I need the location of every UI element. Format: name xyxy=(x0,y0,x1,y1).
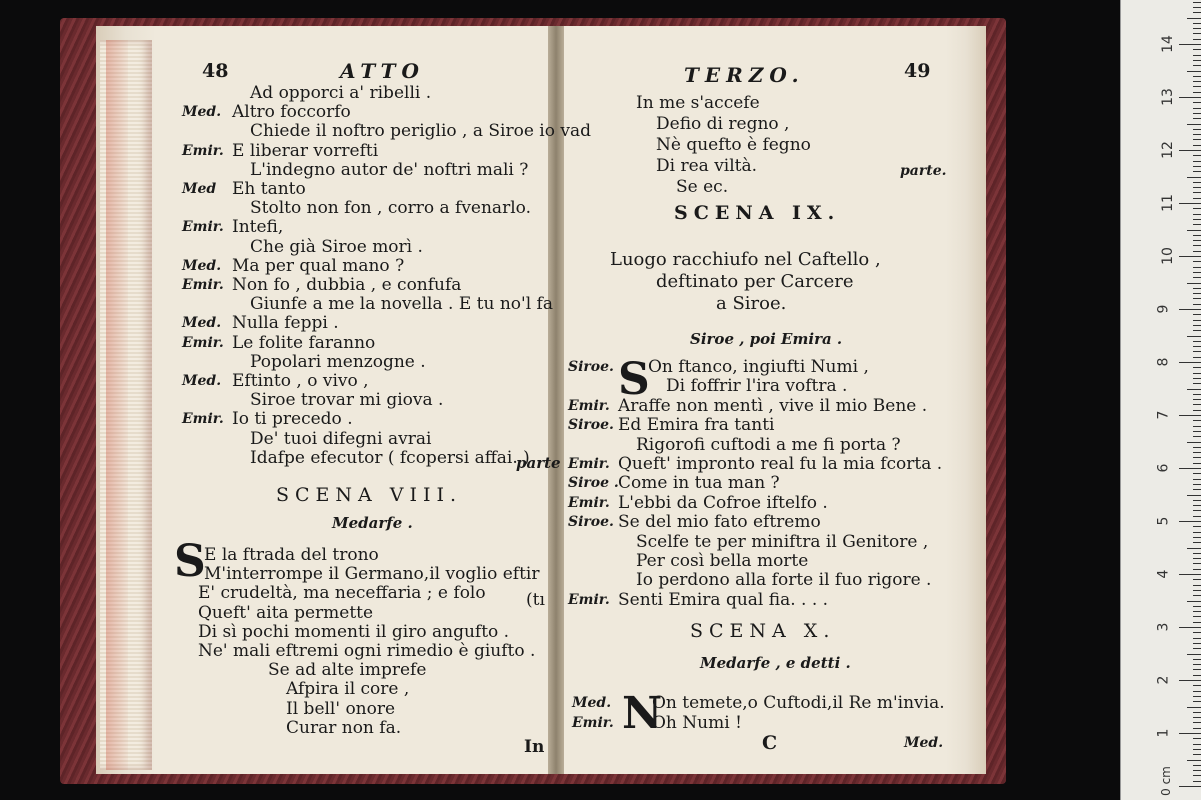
ruler-tick xyxy=(1193,240,1201,241)
line-text: Di foffrir l'ira voftra . xyxy=(666,376,848,397)
ruler-tick xyxy=(1193,367,1201,368)
line-text: Che già Siroe morì . xyxy=(250,236,423,257)
ruler-tick xyxy=(1193,81,1201,82)
left-page xyxy=(154,58,592,770)
ruler-unit: 0 cm xyxy=(1158,766,1173,796)
ruler-tick xyxy=(1193,691,1201,692)
ruler-tick xyxy=(1193,171,1201,172)
ruler-tick xyxy=(1193,410,1201,411)
ruler-tick xyxy=(1193,712,1201,713)
ruler-tick xyxy=(1193,198,1201,199)
ruler-tick xyxy=(1187,495,1201,496)
line-text: Oh Numi ! xyxy=(652,713,742,733)
ruler-tick xyxy=(1179,97,1201,98)
ruler-tick xyxy=(1193,632,1201,633)
line-text: Eh tanto xyxy=(232,179,306,199)
ruler-tick xyxy=(1193,129,1201,130)
ruler-tick xyxy=(1193,500,1201,501)
ruler-tick xyxy=(1193,447,1201,448)
ruler-tick xyxy=(1193,744,1201,745)
ruler-tick xyxy=(1187,760,1201,761)
ruler-tick xyxy=(1193,113,1201,114)
ruler-tick xyxy=(1187,124,1201,125)
line-text: Senti Emira qual fia. . . . xyxy=(618,589,829,610)
ruler-tick xyxy=(1193,532,1201,533)
ruler-tick xyxy=(1193,436,1201,437)
ruler-tick xyxy=(1193,76,1201,77)
line-text: Io ti precedo . xyxy=(232,409,353,430)
line-text: Non fo , dubbia , e confufa xyxy=(232,275,462,295)
speaker-label: Emir. xyxy=(568,494,610,511)
ruler-tick xyxy=(1193,2,1201,3)
ruler-tick xyxy=(1179,680,1201,681)
text-line: Di sì pochi momenti il giro angufto . xyxy=(198,621,510,642)
line-text: Chiede il noftro periglio , a Siroe io vad xyxy=(250,121,592,142)
speaker-label: Emir. xyxy=(182,334,224,351)
ruler-tick xyxy=(1193,161,1201,162)
ruler-tick xyxy=(1187,18,1201,19)
ruler-tick xyxy=(1193,155,1201,156)
ruler-tick xyxy=(1193,728,1201,729)
ruler-tick xyxy=(1193,214,1201,215)
ruler-tick xyxy=(1179,362,1201,363)
ruler-tick xyxy=(1193,585,1201,586)
ruler-tick xyxy=(1187,654,1201,655)
exit-mark: parte xyxy=(516,454,561,472)
ruler-tick xyxy=(1187,71,1201,72)
line-text: Ad opporci a' ribelli . xyxy=(250,83,432,103)
drop-cap: N xyxy=(622,688,663,739)
ruler-tick xyxy=(1193,118,1201,119)
line-text: E liberar vorrefti xyxy=(232,140,379,161)
drop-cap: S xyxy=(174,536,206,587)
line-text: Le folite faranno xyxy=(232,332,376,353)
signature-mark: C xyxy=(762,732,778,754)
line-text: Queft' impronto real fu la mia fcorta . xyxy=(618,454,943,474)
ruler-tick xyxy=(1193,675,1201,676)
speaker-label: Siroe . xyxy=(568,475,619,492)
ruler-tick xyxy=(1179,150,1201,151)
line-text: Come in tua man ? xyxy=(618,473,780,494)
ruler-tick xyxy=(1193,722,1201,723)
line-text: Stolto non fon , corro a fvenarlo. xyxy=(250,198,531,219)
setting-line: deftinato per Carcere xyxy=(656,271,854,292)
ruler-tick xyxy=(1193,404,1201,405)
text-line: M'interrompe il Germano,il voglio eftir xyxy=(204,564,540,585)
ruler-tick xyxy=(1193,595,1201,596)
ruler-tick xyxy=(1193,553,1201,554)
ruler-tick xyxy=(1179,733,1201,734)
ruler-tick xyxy=(1193,622,1201,623)
ruler-tick xyxy=(1187,442,1201,443)
ruler-tick xyxy=(1193,378,1201,379)
scene-characters: Medarfe . xyxy=(332,514,413,532)
text-line: Ne' mali eftremi ogni rimedio è giufto . xyxy=(198,641,536,661)
line-text: On ftanco, ingiufti Numi , xyxy=(648,357,869,377)
ruler-tick xyxy=(1179,786,1201,787)
ruler-tick xyxy=(1193,341,1201,342)
line-text: Se del mio fato eftremo xyxy=(618,512,821,533)
ruler-tick xyxy=(1179,627,1201,628)
ruler-tick xyxy=(1193,537,1201,538)
line-text: Rigorofi cuftodi a me fi porta ? xyxy=(636,434,901,455)
ruler-tick xyxy=(1193,579,1201,580)
measurement-ruler xyxy=(1120,0,1201,800)
ruler-tick xyxy=(1193,489,1201,490)
ruler-tick xyxy=(1179,203,1201,204)
ruler-tick xyxy=(1193,643,1201,644)
catchword: In xyxy=(524,737,545,757)
ruler-tick xyxy=(1193,330,1201,331)
text-line: Se ad alte imprefe xyxy=(268,660,427,681)
ruler-tick xyxy=(1193,208,1201,209)
ruler-tick xyxy=(1193,320,1201,321)
ruler-tick xyxy=(1193,245,1201,246)
line-text: Ed Emira fra tanti xyxy=(618,415,775,436)
ruler-tick xyxy=(1179,309,1201,310)
ruler-tick xyxy=(1193,357,1201,358)
line-text: De' tuoi difegni avrai xyxy=(250,428,432,449)
speaker-label: Med. xyxy=(182,104,222,121)
line-text: Nulla feppi . xyxy=(232,313,339,334)
line-text: L'indegno autor de' noftri mali ? xyxy=(250,159,529,180)
ruler-number: 9 xyxy=(1155,304,1172,314)
setting-line: Luogo racchiufo nel Caftello , xyxy=(610,249,881,270)
scene-characters: Medarfe , e detti . xyxy=(700,654,851,672)
page-number: 48 xyxy=(202,60,229,82)
line-text: Siroe trovar mi giova . xyxy=(250,390,444,411)
ruler-tick xyxy=(1193,749,1201,750)
ruler-tick xyxy=(1193,304,1201,305)
ruler-tick xyxy=(1179,468,1201,469)
ruler-tick xyxy=(1193,182,1201,183)
ruler-tick xyxy=(1187,230,1201,231)
speaker-label: Emir. xyxy=(182,142,224,159)
ruler-tick xyxy=(1193,261,1201,262)
right-page xyxy=(566,58,970,770)
speaker-label: Siroe. xyxy=(568,514,614,531)
ruler-tick xyxy=(1193,738,1201,739)
speaker-label: Emir. xyxy=(182,277,224,293)
ruler-tick xyxy=(1193,187,1201,188)
ruler-tick xyxy=(1193,606,1201,607)
ruler-tick xyxy=(1193,251,1201,252)
ruler-tick xyxy=(1193,457,1201,458)
ruler-number: 13 xyxy=(1159,88,1176,106)
line-text: Idafpe efecutor ( fcopersi affai. ) xyxy=(250,447,530,468)
ruler-number: 5 xyxy=(1155,516,1172,526)
ruler-tick xyxy=(1193,463,1201,464)
ruler-tick xyxy=(1193,484,1201,485)
ruler-tick xyxy=(1193,431,1201,432)
ruler-tick xyxy=(1193,542,1201,543)
speaker-label: Siroe. xyxy=(568,359,614,375)
ruler-tick xyxy=(1193,134,1201,135)
ruler-tick xyxy=(1187,177,1201,178)
ruler-tick xyxy=(1193,23,1201,24)
line-text: Intefi, xyxy=(232,217,284,238)
ruler-tick xyxy=(1193,267,1201,268)
ruler-tick xyxy=(1193,102,1201,103)
ruler-tick xyxy=(1193,696,1201,697)
ruler-tick xyxy=(1193,346,1201,347)
ruler-tick xyxy=(1193,33,1201,34)
text-line: E la ftrada del trono xyxy=(204,545,379,565)
ruler-tick xyxy=(1193,288,1201,289)
ruler-tick xyxy=(1193,659,1201,660)
ruler-tick xyxy=(1193,765,1201,766)
ruler-tick xyxy=(1193,298,1201,299)
ruler-number: 3 xyxy=(1155,622,1172,632)
speaker-label: Emir. xyxy=(568,456,610,472)
line-text: Per così bella morte xyxy=(636,551,809,571)
ruler-tick xyxy=(1193,420,1201,421)
ruler-tick xyxy=(1193,473,1201,474)
text-line: Il bell' onore xyxy=(286,698,396,719)
line-text: Io perdono alla forte il fuo rigore . xyxy=(636,570,932,591)
catchword: Med. xyxy=(904,735,944,751)
ruler-tick xyxy=(1193,49,1201,50)
ruler-tick xyxy=(1193,192,1201,193)
line-text: Giunfe a me la novella . E tu no'l fa xyxy=(250,294,553,315)
ruler-tick xyxy=(1193,108,1201,109)
setting-line: a Siroe. xyxy=(716,293,787,314)
ruler-tick xyxy=(1187,707,1201,708)
line-text: Ma per qual mano ? xyxy=(232,255,405,276)
ruler-tick xyxy=(1193,638,1201,639)
ruler-number: 14 xyxy=(1159,35,1176,53)
ruler-tick xyxy=(1193,325,1201,326)
ruler-tick xyxy=(1179,415,1201,416)
ruler-tick xyxy=(1179,574,1201,575)
ruler-tick xyxy=(1193,39,1201,40)
text-line: Defio di regno , xyxy=(656,114,790,134)
ruler-tick xyxy=(1193,717,1201,718)
line-text: L'ebbi da Cofroe iftelfo . xyxy=(618,492,828,513)
drop-cap: S xyxy=(618,354,650,405)
ruler-tick xyxy=(1193,426,1201,427)
ruler-number: 4 xyxy=(1155,569,1172,579)
text-line: E' crudeltà, ma neceffaria ; e folo xyxy=(198,583,486,604)
ruler-tick xyxy=(1193,235,1201,236)
ruler-tick xyxy=(1193,293,1201,294)
scene-title: SCENA VIII. xyxy=(276,484,463,506)
ruler-tick xyxy=(1193,383,1201,384)
ruler-tick xyxy=(1193,351,1201,352)
ruler-tick xyxy=(1179,44,1201,45)
ruler-tick xyxy=(1193,611,1201,612)
ruler-tick xyxy=(1193,7,1201,8)
text-line: Afpira il core , xyxy=(286,679,410,700)
ruler-tick xyxy=(1193,479,1201,480)
line-text: Eftinto , o vivo , xyxy=(232,371,369,391)
page-edges xyxy=(100,40,152,770)
ruler-tick xyxy=(1193,754,1201,755)
ruler-tick xyxy=(1193,558,1201,559)
scene-title: SCENA IX. xyxy=(674,202,841,224)
ruler-tick xyxy=(1193,775,1201,776)
ruler-number: 6 xyxy=(1155,463,1172,473)
ruler-tick xyxy=(1193,145,1201,146)
scene-title: SCENA X. xyxy=(690,620,836,642)
text-line: Queft' aita permette xyxy=(198,602,374,623)
ruler-tick xyxy=(1193,685,1201,686)
ruler-tick xyxy=(1193,314,1201,315)
ruler-tick xyxy=(1193,648,1201,649)
ruler-tick xyxy=(1193,510,1201,511)
ruler-tick xyxy=(1193,28,1201,29)
speaker-label: Med xyxy=(182,181,217,197)
ruler-tick xyxy=(1193,516,1201,517)
ruler-tick xyxy=(1193,86,1201,87)
ruler-number: 1 xyxy=(1155,728,1172,738)
ruler-tick xyxy=(1193,563,1201,564)
speaker-label: Emir. xyxy=(568,591,610,608)
ruler-tick xyxy=(1193,505,1201,506)
speaker-label: Med. xyxy=(182,257,222,274)
ruler-tick xyxy=(1179,521,1201,522)
ruler-tick xyxy=(1187,283,1201,284)
ruler-number: 10 xyxy=(1159,247,1176,265)
speaker-label: Emir. xyxy=(182,219,224,236)
ruler-tick xyxy=(1193,669,1201,670)
text-line: Curar non fa. xyxy=(286,717,402,738)
ruler-tick xyxy=(1193,166,1201,167)
ruler-tick xyxy=(1179,256,1201,257)
text-line: Di rea viltà. xyxy=(656,156,758,176)
running-head: ATTO xyxy=(340,59,425,83)
line-text: Altro foccorfo xyxy=(232,102,351,123)
speaker-label: Med. xyxy=(182,373,222,389)
ruler-tick xyxy=(1187,548,1201,549)
page-number: 49 xyxy=(904,60,931,82)
ruler-tick xyxy=(1193,616,1201,617)
ruler-tick xyxy=(1193,55,1201,56)
line-text: Araffe non mentì , vive il mio Bene . xyxy=(618,395,928,416)
ruler-tick xyxy=(1193,664,1201,665)
speaker-label: Siroe. xyxy=(568,417,614,434)
speaker-label: Med. xyxy=(572,695,612,711)
ruler-tick xyxy=(1193,394,1201,395)
ruler-tick xyxy=(1193,12,1201,13)
ruler-tick xyxy=(1193,272,1201,273)
ruler-number: 8 xyxy=(1155,357,1172,367)
ruler-tick xyxy=(1193,224,1201,225)
ruler-tick xyxy=(1193,590,1201,591)
ruler-tick xyxy=(1187,601,1201,602)
ruler-tick xyxy=(1187,336,1201,337)
ruler-tick xyxy=(1193,219,1201,220)
ruler-tick xyxy=(1193,399,1201,400)
ruler-tick xyxy=(1193,92,1201,93)
line-text: Scelfe te per miniftra il Genitore , xyxy=(636,531,929,552)
ruler-tick xyxy=(1193,373,1201,374)
ruler-number: 11 xyxy=(1159,194,1176,212)
ruler-number: 12 xyxy=(1159,141,1176,159)
speaker-label: Emir. xyxy=(572,715,614,731)
text-line: Se ec. xyxy=(676,177,729,197)
ruler-tick xyxy=(1193,701,1201,702)
running-head: TERZO. xyxy=(684,63,805,87)
speaker-label: Med. xyxy=(182,315,222,332)
ruler-tick xyxy=(1193,781,1201,782)
ruler-number: 2 xyxy=(1155,675,1172,685)
ruler-tick xyxy=(1187,389,1201,390)
ruler-tick xyxy=(1193,65,1201,66)
scene-characters: Siroe , poi Emira . xyxy=(690,330,843,348)
ruler-tick xyxy=(1193,526,1201,527)
line-text: Popolari menzogne . xyxy=(250,351,426,372)
ruler-tick xyxy=(1193,452,1201,453)
ruler-tick xyxy=(1193,139,1201,140)
side-note: (tı xyxy=(526,590,545,610)
text-line: Nè quefto è fegno xyxy=(656,135,811,155)
ruler-tick xyxy=(1193,60,1201,61)
speaker-label: Emir. xyxy=(182,411,224,428)
ruler-tick xyxy=(1193,569,1201,570)
ruler-tick xyxy=(1193,770,1201,771)
text-line: In me s'accefe xyxy=(636,93,760,113)
ruler-tick xyxy=(1193,277,1201,278)
ruler-number: 7 xyxy=(1155,410,1172,420)
speaker-label: Emir. xyxy=(568,397,610,414)
line-text: On temete,o Cuftodi,il Re m'invia. xyxy=(652,693,945,713)
exit-mark: parte. xyxy=(900,163,947,179)
